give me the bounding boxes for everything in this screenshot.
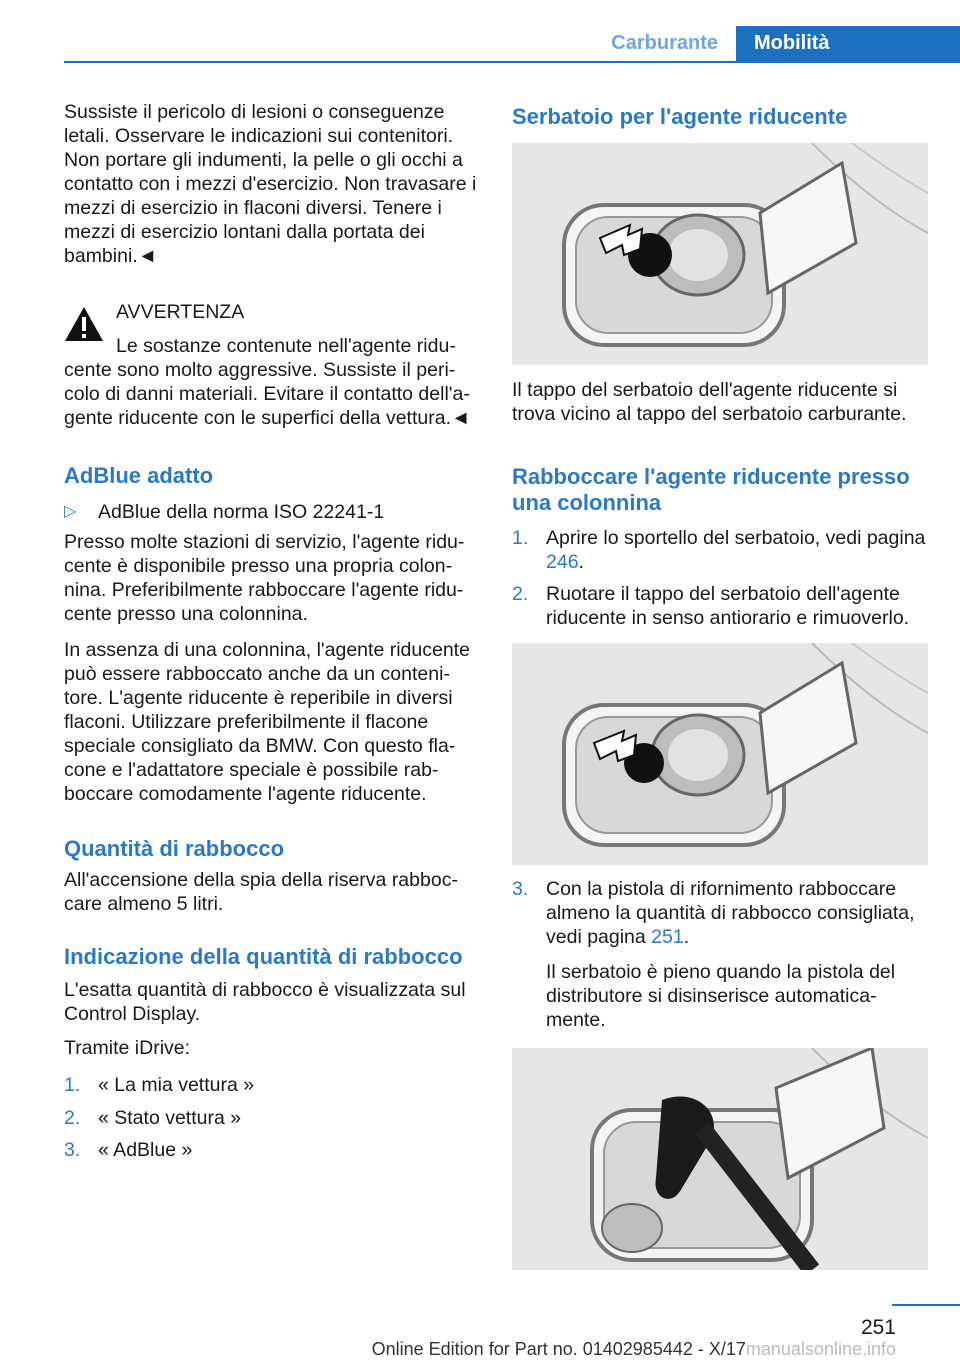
page-link-246[interactable]: 246 bbox=[546, 551, 579, 573]
intro-paragraph: Sussiste il pericolo di lesioni o conseguenze letali. Osservare le indicazioni sui contenitori. Non portare gli indumenti, la pelle o gli occhi a contatto con i mezzi d'esercizio. Non travasare i mezzi di esercizio in flaconi diversi. Tenere i mezzi di esercizio lontani dalla portata dei bambini.◄ bbox=[64, 101, 477, 267]
serbatoio-paragraph: Il tappo del serbatoio dell'agente riducente si trova vicino al tappo del serbatoio carburante. bbox=[512, 379, 907, 425]
photo-fuel-flap-cap bbox=[512, 143, 928, 365]
heading-indicazione: Indicazione della quantità di rabbocco bbox=[64, 944, 463, 969]
list-text: Ruotare il tappo del serbatoio dell'agente riducente in senso antiorario e rimuoverlo. bbox=[546, 583, 910, 629]
footer-edition: Online Edition for Part no. 01402985442 - X/17manualsonline.info bbox=[371, 1339, 896, 1359]
list-number: 3. bbox=[512, 878, 529, 900]
list-number: 1. bbox=[512, 527, 529, 549]
photo-cap-rotation bbox=[512, 643, 928, 865]
list-text: « Stato vettura » bbox=[98, 1107, 242, 1129]
adblue-norm-item: AdBlue della norma ISO 22241-1 bbox=[98, 501, 385, 523]
triangle-bullet-icon: ▷ bbox=[64, 503, 77, 520]
adblue-paragraph-2: In assenza di una colonnina, l'agente riducente può essere rabboccato anche da un contenitore. L'agente riducente è reperibile in diversi flaconi. Utilizzare preferibilmente il flacone speciale consigliato da BMW. Con questo flacone e l'adattatore speciale è possibile rabboccare comodamente l'agente riducente. bbox=[64, 639, 470, 805]
photo-refuel-nozzle bbox=[512, 1048, 928, 1270]
list-text: Con la pistola di rifornimento rabboccare almeno la quantità di rabbocco consigliata, vedi pagina 251. bbox=[546, 878, 915, 948]
list-text: « La mia vettura » bbox=[98, 1074, 255, 1096]
page-number: 251 bbox=[860, 1316, 896, 1339]
quantita-paragraph: All'accensione della spia della riserva rabboccare almeno 5 litri. bbox=[64, 869, 458, 915]
heading-adblue-adatto: AdBlue adatto bbox=[64, 463, 214, 488]
tramite-idrive: Tramite iDrive: bbox=[64, 1037, 191, 1059]
list-text: « AdBlue » bbox=[98, 1139, 193, 1161]
heading-serbatoio: Serbatoio per l'agente riducente bbox=[512, 104, 848, 129]
list-item bbox=[512, 582, 928, 630]
step3-note: Il serbatoio è pieno quando la pistola del distributore si disinserisce automaticamente. bbox=[546, 961, 896, 1031]
watermark: manualsonline.info bbox=[745, 1339, 896, 1359]
header-rule bbox=[64, 61, 960, 63]
list-text: Aprire lo sportello del serbatoio, vedi pagina 246. bbox=[546, 527, 926, 573]
heading-quantita: Quantità di rabbocco bbox=[64, 836, 285, 861]
list-item bbox=[64, 1073, 478, 1097]
list-item bbox=[512, 877, 928, 949]
adblue-paragraph-1: Presso molte stazioni di servizio, l'agente riducente è disponibile presso una propria colonnina. Preferibilmente rabboccare l'agente riducente presso una colonnina. bbox=[64, 531, 465, 625]
indicazione-paragraph: L'esatta quantità di rabbocco è visualizzata sul Control Display. bbox=[64, 979, 466, 1025]
page-link-251[interactable]: 251 bbox=[651, 926, 684, 948]
tab-carburante: Carburante bbox=[611, 32, 718, 54]
warning-title: AVVERTENZA bbox=[116, 301, 245, 323]
list-number: 1. bbox=[64, 1074, 81, 1096]
heading-rabboccare: Rabboccare l'agente riducente presso una colonnina bbox=[512, 464, 910, 515]
list-item bbox=[512, 526, 928, 574]
list-number: 2. bbox=[512, 583, 529, 605]
list-item bbox=[64, 1106, 478, 1130]
list-item bbox=[64, 1138, 478, 1162]
tab-mobilita: Mobilità bbox=[736, 26, 960, 61]
list-number: 2. bbox=[64, 1107, 81, 1129]
list-number: 3. bbox=[64, 1139, 81, 1161]
footer-rule bbox=[892, 1304, 960, 1306]
warning-body: Le sostanze contenute nell'agente riducente sono molto aggressive. Sussiste il pericolo di danni materiali. Evitare il contatto dell'agente riducente con le superfici della vettura.◄ bbox=[64, 335, 471, 429]
